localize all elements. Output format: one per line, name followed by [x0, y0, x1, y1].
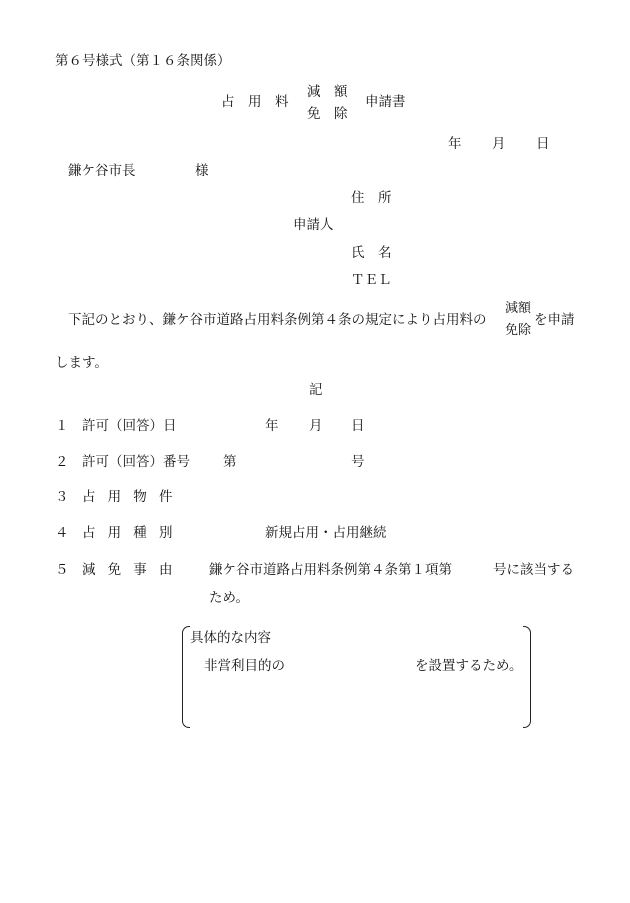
- left-bracket: [182, 626, 190, 728]
- date-year: 年: [448, 136, 462, 152]
- body-reduce: 減額: [505, 301, 532, 316]
- date-day: 日: [536, 136, 550, 152]
- item-day: 日: [351, 418, 365, 434]
- item-value-line1-end: 号に該当する: [493, 562, 574, 578]
- item-label: 占用種別: [82, 525, 185, 541]
- item-number: ５: [55, 562, 69, 578]
- detail-line-suffix: を設置するため。: [415, 658, 523, 674]
- body-line1-after: を申請: [534, 312, 575, 328]
- item-label: 許可（回答）日: [82, 418, 177, 434]
- item-month: 月: [309, 418, 323, 434]
- item-value-line1: 鎌ケ谷市道路占用料条例第４条第１項第: [209, 562, 452, 578]
- tel-label: ＴＥＬ: [351, 272, 392, 288]
- item-go: 号: [351, 454, 365, 470]
- title-prefix: 占 用 料: [221, 94, 289, 110]
- address-label: 住 所: [351, 190, 392, 206]
- title-reduce: 減 額: [307, 84, 348, 100]
- title-exempt: 免 除: [307, 106, 348, 122]
- body-line2: します。: [55, 355, 108, 371]
- detail-line-prefix: 非営利目的の: [204, 658, 285, 674]
- date-month: 月: [492, 136, 506, 152]
- detail-heading: 具体的な内容: [190, 630, 271, 646]
- right-bracket: [523, 626, 531, 728]
- addressee-name: 鎌ケ谷市長: [68, 163, 136, 179]
- item-year: 年: [265, 418, 279, 434]
- ki-heading: 記: [309, 382, 323, 398]
- item-number: ４: [55, 525, 69, 541]
- item-value: 新規占用・占用継続: [265, 525, 387, 541]
- body-line1-before: 下記のとおり、鎌ケ谷市道路占用料条例第４条の規定により占用料の: [68, 312, 487, 328]
- item-number: ３: [55, 489, 69, 505]
- item-number: ２: [55, 454, 69, 470]
- addressee-honorific: 様: [195, 163, 209, 179]
- body-exempt: 免除: [505, 323, 532, 338]
- item-value-line2: ため。: [209, 590, 249, 606]
- name-label: 氏 名: [351, 245, 392, 261]
- item-label: 減免事由: [82, 562, 185, 578]
- applicant-label: 申請人: [293, 217, 334, 233]
- item-label: 許可（回答）番号: [82, 454, 190, 470]
- item-dai: 第: [223, 454, 237, 470]
- form-number: 第６号様式（第１６条関係）: [55, 53, 231, 69]
- item-label: 占用物件: [82, 489, 185, 505]
- title-suffix: 申請書: [365, 94, 406, 110]
- item-number: １: [55, 418, 69, 434]
